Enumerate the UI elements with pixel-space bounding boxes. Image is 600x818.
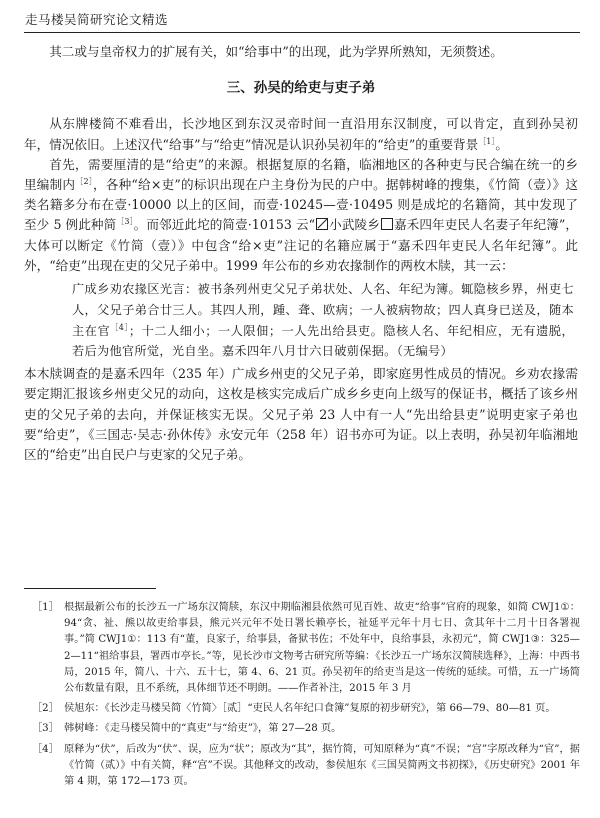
running-header: 走马楼吴简研究论文精选 bbox=[25, 12, 169, 27]
footnote-number: ［3］ bbox=[32, 723, 59, 735]
footnote-text: 韩树峰：《走马楼吴简中的“真吏”与“给吏”》，第 27—28 页。 bbox=[64, 723, 342, 735]
footnote-2 bbox=[24, 701, 580, 717]
quote-text-b: ；十二人细小；一人限佃；一人先出给县吏。隐核人名、年纪相应，无有遗脱，若后为他官所觉，光自坐。嘉禾四年八月廿六日破莂保据。（无编号） bbox=[72, 323, 575, 359]
block-quote bbox=[24, 279, 578, 362]
paragraph-2-text-a: 首先，需要厘清的是“给吏”的来源。根据复原的名籍，临湘地区的各种吏与民合编在统一的乡里编制内 bbox=[24, 156, 578, 193]
damaged-char-slashed-box-icon bbox=[316, 218, 328, 230]
footnote-3 bbox=[24, 721, 580, 737]
paragraph-1-end: 。 bbox=[495, 136, 508, 152]
section-title: 三、孙吴的给吏与吏子弟 bbox=[226, 80, 376, 97]
footnote-text: 原释为“伏”，后改为“伏”、误，应为“状”；原改为“其”，据竹简，可知原释为“真”不误；“宫”字原改释为“官”，据《竹简（贰）》中有关简，释“宫”不误。其他释文的改动，参侯旭东《三国吴简两文书初探》，《历史研究》2001 年第 4 期，第 172—173 页。 bbox=[64, 743, 580, 788]
footnote-number: ［2］ bbox=[32, 703, 59, 715]
paragraph-1-text: 从东牌楼简不难看出，长沙地区到东汉灵帝时间一直沿用东汉制度，可以肯定，直到孙吴初年，情况依旧。上述汉代“给事”与“给吏”情况是认识孙吴初年的“给吏”的重要背景 bbox=[24, 116, 578, 152]
missing-char-box-icon bbox=[381, 218, 393, 230]
footnotes bbox=[24, 600, 580, 794]
paragraph-2-text-d: 小武陵乡 bbox=[329, 217, 380, 233]
footnote-text: 侯旭东：《长沙走马楼吴简〈竹简〉［贰］“吏民人名年纪口食簿”复原的初步研究》，第 66—79、80—81 页。 bbox=[64, 703, 556, 715]
paragraph-1 bbox=[24, 114, 578, 154]
footnote-4 bbox=[24, 742, 580, 791]
footnote-ref-2[interactable]: ［2］ bbox=[75, 176, 93, 186]
footnote-1 bbox=[24, 600, 580, 697]
paragraph-3: 本木牍调查的是嘉禾四年（235 年）广成乡州吏的父兄子弟，即家庭男性成员的情况。乡劝农掾需要定期汇报该乡州吏父兄的动向，这枚是核实完成后广成乡乡吏向上级写的保证书，概括了该乡州吏的父兄子弟的去向，并保证核实无误。父兄子弟 23 人中有一人“先出给县吏”说明吏家子弟也要“给吏”，《三国志·吴志·孙休传》永安元年（258 年）诏书亦可为证。以上表明，孙吴初年临湘地区的“给吏”出自民户与吏家的父兄子弟。 bbox=[24, 366, 578, 463]
footnote-ref-1[interactable]: ［1］ bbox=[478, 136, 496, 146]
footnote-number: ［1］ bbox=[32, 602, 59, 613]
footnote-ref-3[interactable]: ［3］ bbox=[116, 217, 134, 227]
article-body bbox=[24, 42, 578, 465]
paragraph-2-text-e: 嘉禾四年吏民人名妻子年纪簿”，大体可以断定《竹简（壹）》中包含“给×吏”注记的名籍应属于“嘉禾四年吏民人名年纪簿”。此外，“给吏”出现在吏的父兄子弟中。1999 年公布的乡劝农掾制作的两枚木牍，其一云： bbox=[24, 217, 578, 273]
footnote-text: 根据最新公布的长沙五一广场东汉简牍，东汉中期临湘县依然可见百姓、故吏“给事”官府的现象，如简 CWJ1①：94“贪、祉、熊以故吏给事县，熊元兴元年不处日署长赖亭长，祉延平元年十月七日、贪其年十二月十日各署视事。”简 CWJ1①：113 有“董，良家子，给事县，备狱书佐；不处年中，良给事县，永初元”，简 CWJ1③：325—2—11“祖给事县，署西市亭长。”等，见长沙市文物考古研究所等编：《长沙五一广场东汉简牍选释》，上海：中西书局，2015 年，简八、十六、五十七，第 4、6、21 页。孙吴初年的给吏当是这一传统的延续。可惜，五一广场简公布数量有限，且不系统，具体细节还不明朗。——作者补注，2015 年 3 月 bbox=[64, 602, 580, 695]
footnote-number: ［4］ bbox=[32, 743, 59, 755]
quote-text-a: 广成乡劝农掾区光言：被书条列州吏父兄子弟状处、人名、年纪为簿。辄隐核乡界，州吏七人，父兄子弟合廿三人。其四人刑，踵、聋、欧病；一人被病物故；四人真身已送及，随本主在官 bbox=[72, 282, 574, 338]
paragraph-2-text-b: ，各种“给×吏”的标识出现在户主身份为民的户中。据韩树峰的搜集，《竹简（壹）》这类名籍多分布在壹·10000 以上的区间，而壹·10245—壹·10495 则是成坨的名籍简，其中发现了至少 5 例此种简 bbox=[24, 177, 579, 233]
intro-paragraph: 其二或与皇帝权力的扩展有关，如“给事中”的出现，此为学界所熟知，无须赘述。 bbox=[49, 44, 503, 59]
header-divider bbox=[24, 32, 580, 33]
footnote-ref-4[interactable]: ［4］ bbox=[110, 322, 129, 332]
footnote-divider bbox=[24, 588, 156, 589]
paragraph-2 bbox=[24, 155, 578, 276]
paragraph-2-text-c: 。而邻近此坨的简壹·10153 云“ bbox=[133, 217, 316, 233]
